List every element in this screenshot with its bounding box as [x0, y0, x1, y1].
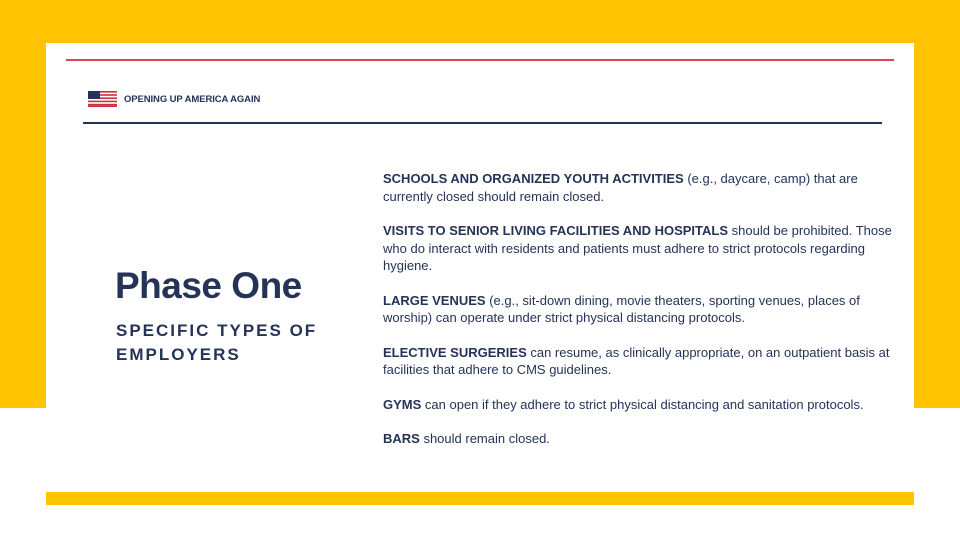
guideline-lead: BARS: [383, 431, 420, 446]
page-title: Phase One: [115, 265, 302, 306]
guideline-lead: VISITS TO SENIOR LIVING FACILITIES AND HOSPITALS: [383, 223, 729, 238]
guideline-elective-surgeries: [383, 344, 903, 379]
guideline-lead: ELECTIVE SURGERIES: [383, 344, 527, 360]
guideline-gyms: [383, 396, 903, 414]
guideline-lead: LARGE VENUES: [383, 292, 486, 308]
page-subtitle: SPECIFIC TYPES OF EMPLOYERS: [116, 321, 318, 364]
header-navy-rule: [83, 122, 882, 124]
us-flag-icon: [88, 91, 117, 107]
guideline-large-venues: [383, 292, 903, 327]
guideline-text: should be prohibited. Those who do interact with residents and patients must adhere to strict protocols regarding hygiene.: [383, 223, 892, 273]
bottom-yellow-bar: [46, 492, 914, 505]
guideline-text: can resume, as clinically appropriate, on an outpatient basis at facilities that adhere to CMS guidelines.: [383, 344, 890, 377]
guideline-list: [383, 170, 903, 465]
guideline-schools: [383, 170, 903, 205]
brand-text: OPENING UP AMERICA AGAIN: [124, 93, 261, 105]
guideline-senior-living: [383, 222, 903, 275]
slide: [46, 43, 914, 495]
guideline-text: (e.g., daycare, camp) that are currently closed should remain closed.: [383, 171, 858, 204]
header-red-rule: [66, 59, 894, 61]
guideline-text: can open if they adhere to strict physical distancing and sanitation protocols.: [421, 396, 864, 412]
guideline-lead: GYMS: [383, 396, 422, 412]
guideline-bars: [383, 430, 903, 448]
guideline-lead: SCHOOLS AND ORGANIZED YOUTH ACTIVITIES: [383, 171, 684, 186]
guideline-text: (e.g., sit-down dining, movie theaters, sporting venues, places of worship) can operate under strict physical distancing protocols.: [383, 292, 860, 325]
brand-header: [88, 91, 260, 107]
guideline-text: should remain closed.: [419, 431, 550, 446]
